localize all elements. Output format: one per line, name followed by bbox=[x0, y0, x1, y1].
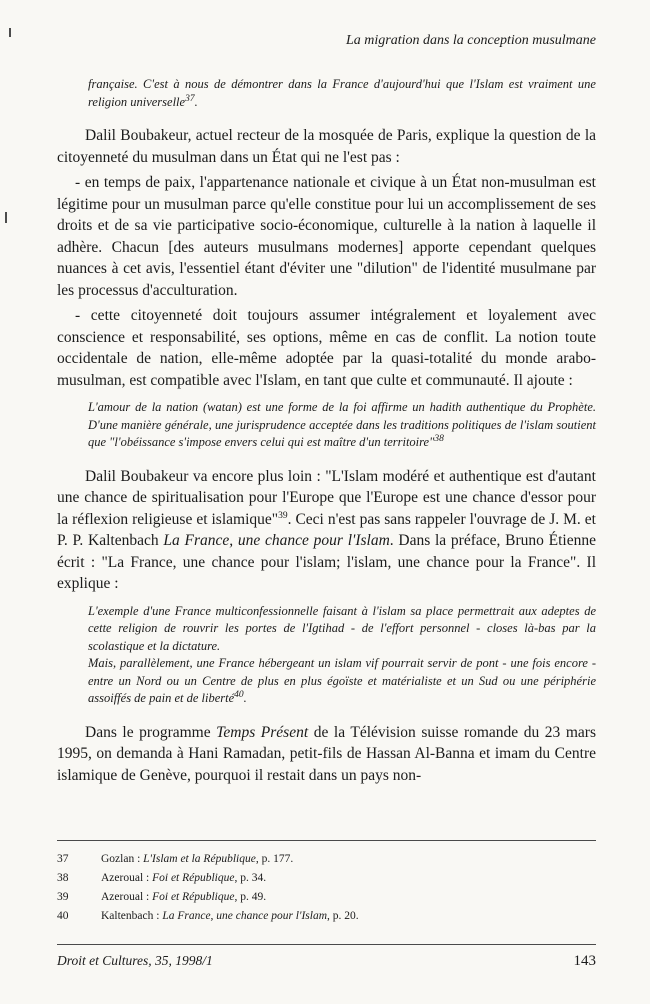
quote-etienne-paragraph-1: L'exemple d'une France multiconfessionnelle faisant à l'islam sa place permettrait aux adeptes de cette religion de rouvrir les portes de l'Igtihad - de l'effort personnel - closes là-bas par la scolastique et la dictature. bbox=[88, 603, 596, 653]
quote-hadith-paragraph bbox=[88, 399, 596, 452]
footnote-rest: , p. 20. bbox=[327, 910, 359, 922]
footnote-ref-40: 40 bbox=[234, 689, 244, 700]
footnote-rest: , p. 49. bbox=[234, 891, 267, 903]
quote-hadith bbox=[88, 399, 596, 452]
journal-reference: Droit et Cultures, 35, 1998/1 bbox=[57, 953, 213, 968]
paragraph-boubakeur-seg1: Dalil Boubakeur va encore plus loin : "L'Islam modéré et authentique est d'autant une chance de spiritualisation pour l'Europe que l'Europe est une chance d'essor pour la réflexion religieuse et islamique" bbox=[57, 467, 596, 528]
footnote-text bbox=[101, 850, 596, 869]
quote-intro bbox=[88, 76, 596, 111]
scan-artifact-left bbox=[5, 212, 7, 223]
paragraph-boubakeur-more bbox=[57, 466, 596, 595]
quote-hadith-text: L'amour de la nation (watan) est une forme de la foi affirme un hadith authentique du Prophète. D'une manière générale, une jurisprudence acceptée dans les traditions politiques de l'islam soutient que "l'obéissance s'impose envers celui qui est maître d'un territoire" bbox=[88, 400, 596, 449]
footnote-author: Gozlan : bbox=[101, 853, 144, 865]
footnote-row-38 bbox=[57, 869, 596, 888]
footnote-text bbox=[101, 907, 596, 926]
quote-etienne-after: . bbox=[243, 691, 247, 705]
quote-etienne-paragraph-2 bbox=[88, 655, 596, 708]
scan-artifact-top bbox=[9, 28, 11, 37]
footnote-text bbox=[101, 869, 596, 888]
paragraph-boubakeur-intro: Dalil Boubakeur, actuel recteur de la mosquée de Paris, explique la question de la citoyenneté du musulman dans un État qui ne l'est pas : bbox=[57, 127, 596, 166]
footnote-number: 37 bbox=[57, 853, 69, 865]
footnote-rest: , p. 177. bbox=[255, 853, 294, 865]
quote-intro-paragraph bbox=[88, 76, 596, 111]
paragraph-boubakeur-seg3: . Dans la préface, Bruno Étienne écrit : "La France, une chance pour l'islam; l'islam, une chance pour la France". Il explique : bbox=[57, 532, 596, 592]
footnote-title: Foi et République bbox=[152, 872, 235, 884]
footnote-text bbox=[101, 888, 596, 907]
footnotes-section bbox=[57, 840, 596, 926]
footnote-author: Azeroual : bbox=[101, 872, 153, 884]
paragraph-boubakeur-seg2: . Ceci n'est pas sans rappeler l'ouvrage de J. M. et P. P. Kaltenbach bbox=[57, 510, 596, 549]
footnote-ref-39: 39 bbox=[278, 510, 288, 521]
footnote-author: Kaltenbach : bbox=[101, 910, 163, 922]
footnote-title: Foi et République bbox=[152, 891, 235, 903]
footnote-number: 38 bbox=[57, 872, 69, 884]
book-title-kaltenbach: La France, une chance pour l'Islam bbox=[163, 532, 390, 549]
footnote-number: 40 bbox=[57, 910, 69, 922]
paragraph-temps-present bbox=[57, 722, 596, 787]
footnote-ref-37: 37 bbox=[185, 93, 195, 104]
footnote-row-37 bbox=[57, 850, 596, 869]
paragraph-dash-1: - en temps de paix, l'appartenance nationale et civique à un État non-musulman est légitime pour un musulman parce qu'elle constitue pour lui un accomplissement de ses droits et de sa vie participative socio-économique, culturelle à la nation à laquelle il adhère. Chacun [des auteurs musulmans modernes] apporte cependant quelques nuances à cet avis, l'essentiel étant d'éviter une "dilution" de l'identité musulmane par les processus d'acculturation. bbox=[57, 174, 596, 299]
page-footer bbox=[57, 944, 596, 970]
page-number: 143 bbox=[573, 953, 596, 969]
footnote-title: L'Islam et la République bbox=[143, 853, 256, 865]
paragraph-dash-2: - cette citoyenneté doit toujours assumer intégralement et loyalement avec conscience et responsabilité, ses options, même en cas de conflit. La notion toute occidentale de nation, elle-même adoptée par la quasi-totalité du monde arabo-musulman, est compatible avec l'Islam, en tant que culte et communauté. Il ajoute : bbox=[57, 307, 596, 389]
quote-intro-text: française. C'est à nous de démontrer dans la France d'aujourd'hui que l'Islam est vraiment une religion universelle bbox=[88, 77, 596, 109]
quote-intro-after: . bbox=[194, 94, 198, 109]
footnote-ref-38: 38 bbox=[434, 433, 444, 444]
footnote-rest: , p. 34. bbox=[234, 872, 267, 884]
running-header bbox=[57, 32, 596, 50]
paragraph-temps-seg1: Dans le programme bbox=[85, 723, 217, 741]
running-title: La migration dans la conception musulmane bbox=[345, 33, 596, 48]
quote-etienne bbox=[88, 603, 596, 708]
footnote-author: Azeroual : bbox=[101, 891, 153, 903]
program-title: Temps Présent bbox=[216, 723, 309, 741]
paragraph-temps-seg2: de la Télévision suisse romande du 23 mars 1995, on demanda à Hani Ramadan, petit-fils de Hassan Al-Banna et imam du Centre islamique de Genève, pourquoi il restait dans un pays non- bbox=[57, 723, 596, 784]
footnote-row-40 bbox=[57, 907, 596, 926]
footnote-title: La France, une chance pour l'Islam bbox=[162, 910, 328, 922]
footnote-number: 39 bbox=[57, 891, 69, 903]
footnote-row-39 bbox=[57, 888, 596, 907]
quote-etienne-text-2: Mais, parallèlement, une France hébergeant un islam vif pourrait servir de pont - une fois encore - entre un Nord ou un Centre de plus en plus égoïste et matérialiste et un Sud ou une périphérie assoiffés de pain et de liberté bbox=[88, 656, 596, 705]
